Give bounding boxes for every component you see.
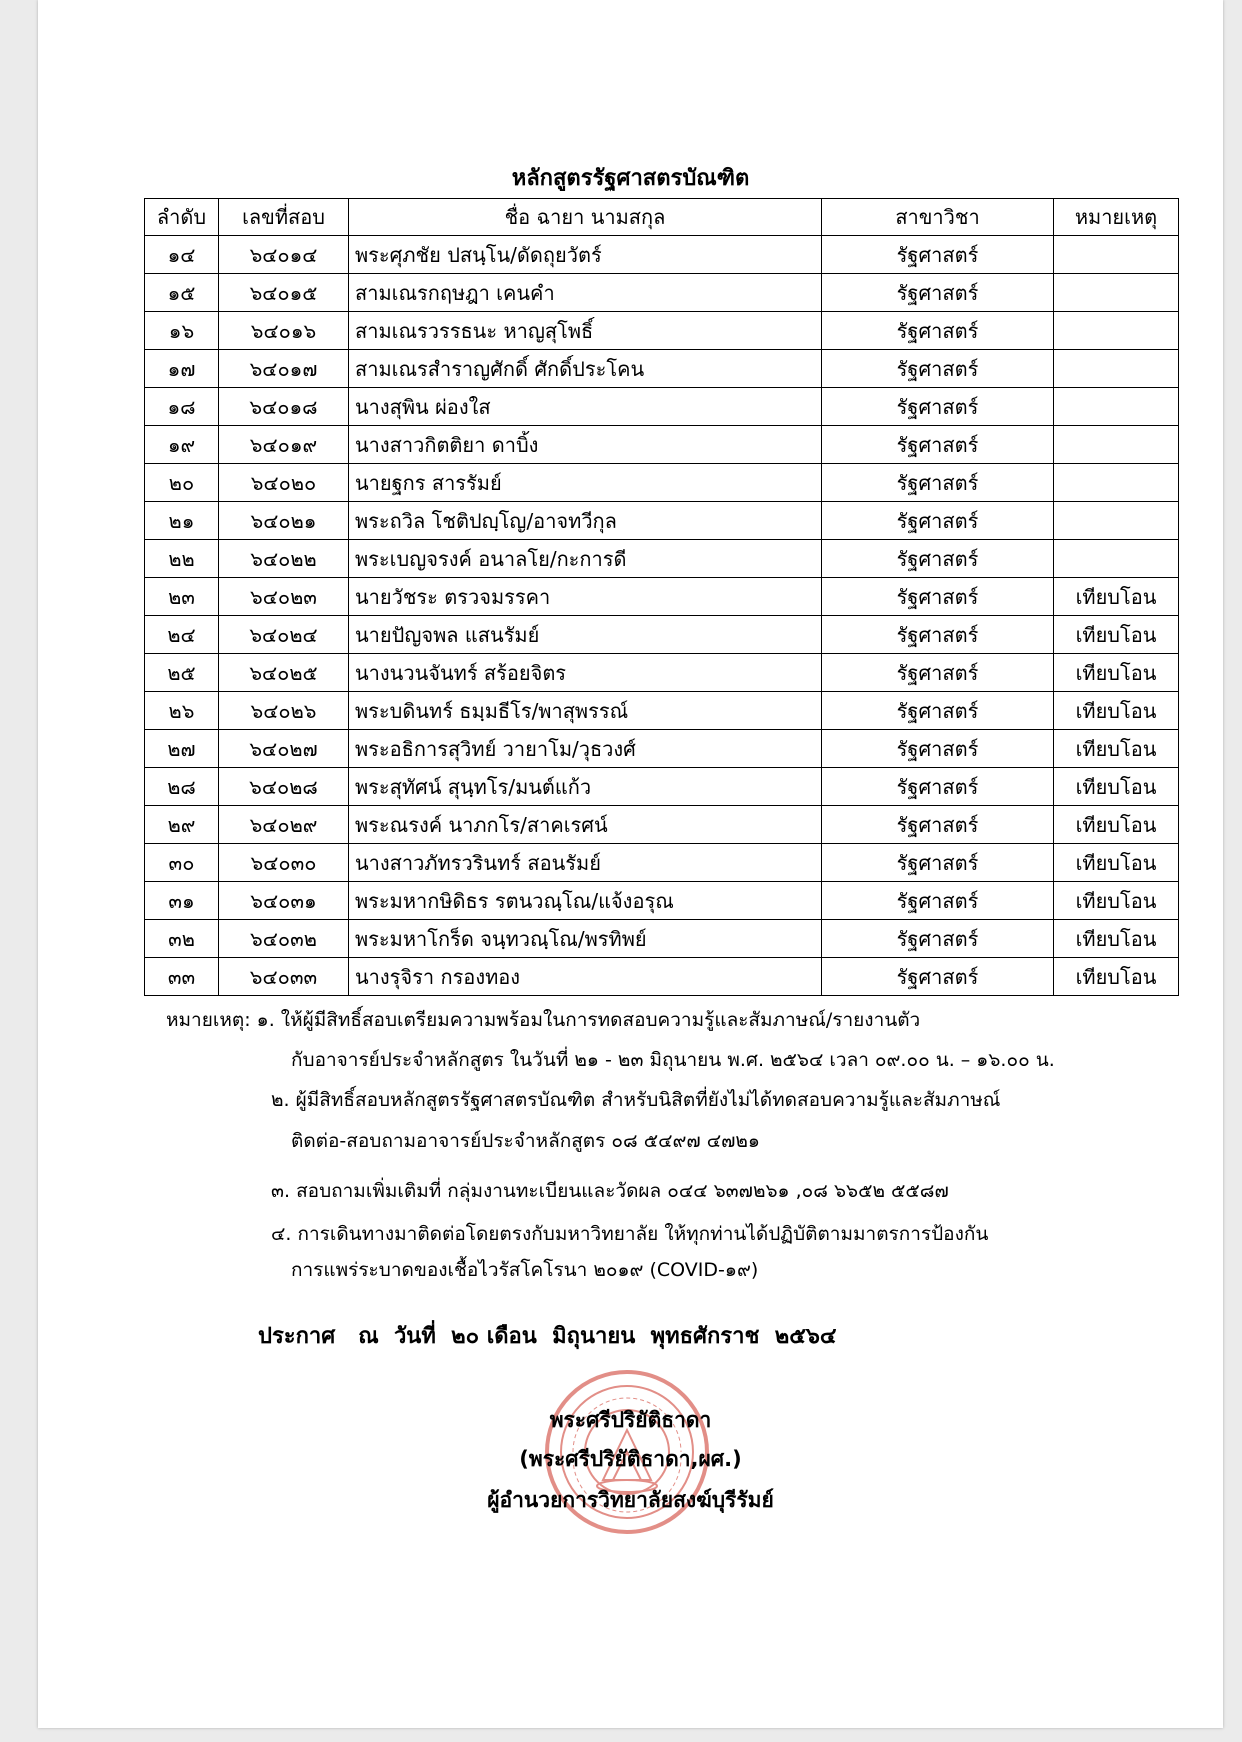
row-order: ๑๘ bbox=[145, 388, 219, 426]
row-major: รัฐศาสตร์ bbox=[822, 920, 1054, 958]
row-remark bbox=[1054, 540, 1179, 578]
row-major: รัฐศาสตร์ bbox=[822, 236, 1054, 274]
row-exam-number: ๖๔๐๑๕ bbox=[219, 274, 349, 312]
row-name: พระมหาโกร็ด จนฺทวณฺโณ/พรทิพย์ bbox=[349, 920, 822, 958]
row-order: ๒๓ bbox=[145, 578, 219, 616]
row-order: ๒๐ bbox=[145, 464, 219, 502]
table-row bbox=[145, 768, 1179, 806]
signature-position: ผู้อำนวยการวิทยาลัยสงฆ์บุรีรัมย์ bbox=[487, 1488, 774, 1512]
row-remark bbox=[1054, 274, 1179, 312]
table-row bbox=[145, 236, 1179, 274]
table-row bbox=[145, 844, 1179, 882]
table-row bbox=[145, 692, 1179, 730]
header-name: ชื่อ ฉายา นามสกุล bbox=[349, 199, 822, 236]
table-row bbox=[145, 312, 1179, 350]
row-order: ๑๖ bbox=[145, 312, 219, 350]
row-name: นางสุพิน ผ่องใส bbox=[349, 388, 822, 426]
row-name: สามเณรกฤษฎา เคนคำ bbox=[349, 274, 822, 312]
row-order: ๑๕ bbox=[145, 274, 219, 312]
row-major: รัฐศาสตร์ bbox=[822, 654, 1054, 692]
row-name: นายวัชระ ตรวจมรรคา bbox=[349, 578, 822, 616]
row-major: รัฐศาสตร์ bbox=[822, 312, 1054, 350]
row-order: ๒๘ bbox=[145, 768, 219, 806]
row-major: รัฐศาสตร์ bbox=[822, 274, 1054, 312]
row-order: ๒๙ bbox=[145, 806, 219, 844]
note-1-line-2: กับอาจารย์ประจำหลักสูตร ในวันที่ ๒๑ - ๒๓ มิถุนายน พ.ศ. ๒๕๖๔ เวลา ๐๙.๐๐ น. – ๑๖.๐๐ น. bbox=[291, 1049, 1055, 1071]
row-exam-number: ๖๔๐๒๖ bbox=[219, 692, 349, 730]
table-row bbox=[145, 388, 1179, 426]
header-exam-number: เลขที่สอบ bbox=[219, 199, 349, 236]
row-remark: เทียบโอน bbox=[1054, 768, 1179, 806]
row-order: ๑๗ bbox=[145, 350, 219, 388]
row-exam-number: ๖๔๐๑๗ bbox=[219, 350, 349, 388]
row-order: ๒๒ bbox=[145, 540, 219, 578]
row-major: รัฐศาสตร์ bbox=[822, 388, 1054, 426]
row-exam-number: ๖๔๐๓๓ bbox=[219, 958, 349, 996]
row-remark: เทียบโอน bbox=[1054, 616, 1179, 654]
row-order: ๑๔ bbox=[145, 236, 219, 274]
table-row bbox=[145, 350, 1179, 388]
row-order: ๓๑ bbox=[145, 882, 219, 920]
row-major: รัฐศาสตร์ bbox=[822, 882, 1054, 920]
note-4-line-1: ๔. การเดินทางมาติดต่อโดยตรงกับมหาวิทยาลัย ให้ทุกท่านได้ปฏิบัติตามมาตรการป้องกัน bbox=[271, 1223, 989, 1245]
row-exam-number: ๖๔๐๒๐ bbox=[219, 464, 349, 502]
note-2-line-1: ๒. ผู้มีสิทธิ์สอบหลักสูตรรัฐศาสตรบัณฑิต สำหรับนิสิตที่ยังไม่ได้ทดสอบความรู้และสัมภาษณ์ bbox=[271, 1089, 1001, 1111]
row-remark: เทียบโอน bbox=[1054, 654, 1179, 692]
row-remark: เทียบโอน bbox=[1054, 882, 1179, 920]
signature-name: พระศรีปริยัติธาดา bbox=[549, 1408, 712, 1432]
row-name: พระเบญจรงค์ อนาลโย/กะการดี bbox=[349, 540, 822, 578]
row-major: รัฐศาสตร์ bbox=[822, 464, 1054, 502]
table-row bbox=[145, 730, 1179, 768]
row-name: พระศุภชัย ปสนฺโน/ดัดถุยวัตร์ bbox=[349, 236, 822, 274]
row-name: นางสาวกิตติยา ดาบิ้ง bbox=[349, 426, 822, 464]
row-name: นายฐกร สารรัมย์ bbox=[349, 464, 822, 502]
row-name: พระสุทัศน์ สุนฺทโร/มนต์แก้ว bbox=[349, 768, 822, 806]
candidate-table bbox=[144, 198, 1179, 996]
row-name: นางสาวภัทรวรินทร์ สอนรัมย์ bbox=[349, 844, 822, 882]
row-exam-number: ๖๔๐๒๕ bbox=[219, 654, 349, 692]
row-name: พระบดินทร์ ธมฺมธีโร/พาสุพรรณ์ bbox=[349, 692, 822, 730]
row-exam-number: ๖๔๐๒๗ bbox=[219, 730, 349, 768]
note-2-line-2: ติดต่อ-สอบถามอาจารย์ประจำหลักสูตร ๐๘ ๕๔๙๗ ๔๗๒๑ bbox=[291, 1130, 760, 1152]
row-major: รัฐศาสตร์ bbox=[822, 350, 1054, 388]
row-remark bbox=[1054, 426, 1179, 464]
row-exam-number: ๖๔๐๑๖ bbox=[219, 312, 349, 350]
signature-full-title: (พระศรีปริยัติธาดา,ผศ.) bbox=[519, 1447, 742, 1471]
header-major: สาขาวิชา bbox=[822, 199, 1054, 236]
row-exam-number: ๖๔๐๒๓ bbox=[219, 578, 349, 616]
row-major: รัฐศาสตร์ bbox=[822, 844, 1054, 882]
row-remark: เทียบโอน bbox=[1054, 844, 1179, 882]
row-remark bbox=[1054, 464, 1179, 502]
row-order: ๒๖ bbox=[145, 692, 219, 730]
document-page bbox=[38, 0, 1223, 1728]
row-remark bbox=[1054, 312, 1179, 350]
row-major: รัฐศาสตร์ bbox=[822, 540, 1054, 578]
header-order: ลำดับ bbox=[145, 199, 219, 236]
table-row bbox=[145, 958, 1179, 996]
row-exam-number: ๖๔๐๑๘ bbox=[219, 388, 349, 426]
table-row bbox=[145, 464, 1179, 502]
row-major: รัฐศาสตร์ bbox=[822, 578, 1054, 616]
row-exam-number: ๖๔๐๒๔ bbox=[219, 616, 349, 654]
row-major: รัฐศาสตร์ bbox=[822, 730, 1054, 768]
note-3: ๓. สอบถามเพิ่มเติมที่ กลุ่มงานทะเบียนและวัดผล ๐๔๔ ๖๓๗๒๖๑ ,๐๘ ๖๖๕๒ ๕๕๘๗ bbox=[271, 1180, 949, 1202]
table-row bbox=[145, 502, 1179, 540]
row-name: พระอธิการสุวิทย์ วายาโม/วุธวงศ์ bbox=[349, 730, 822, 768]
table-row bbox=[145, 274, 1179, 312]
row-name: พระณรงค์ นาภกโร/สาคเรศน์ bbox=[349, 806, 822, 844]
table-row bbox=[145, 806, 1179, 844]
row-major: รัฐศาสตร์ bbox=[822, 958, 1054, 996]
row-major: รัฐศาสตร์ bbox=[822, 616, 1054, 654]
table-row bbox=[145, 920, 1179, 958]
row-major: รัฐศาสตร์ bbox=[822, 426, 1054, 464]
row-exam-number: ๖๔๐๓๐ bbox=[219, 844, 349, 882]
row-exam-number: ๖๔๐๑๔ bbox=[219, 236, 349, 274]
header-remark: หมายเหตุ bbox=[1054, 199, 1179, 236]
row-exam-number: ๖๔๐๒๒ bbox=[219, 540, 349, 578]
row-name: นางรุจิรา กรองทอง bbox=[349, 958, 822, 996]
row-remark: เทียบโอน bbox=[1054, 920, 1179, 958]
row-remark: เทียบโอน bbox=[1054, 578, 1179, 616]
table-row bbox=[145, 616, 1179, 654]
row-major: รัฐศาสตร์ bbox=[822, 768, 1054, 806]
table-row bbox=[145, 882, 1179, 920]
row-remark: เทียบโอน bbox=[1054, 730, 1179, 768]
table-row bbox=[145, 540, 1179, 578]
row-order: ๒๕ bbox=[145, 654, 219, 692]
row-exam-number: ๖๔๐๓๑ bbox=[219, 882, 349, 920]
row-exam-number: ๖๔๐๑๙ bbox=[219, 426, 349, 464]
row-remark: เทียบโอน bbox=[1054, 692, 1179, 730]
row-remark bbox=[1054, 502, 1179, 540]
row-remark: เทียบโอน bbox=[1054, 958, 1179, 996]
table-header-row bbox=[145, 199, 1179, 236]
row-order: ๒๗ bbox=[145, 730, 219, 768]
row-remark bbox=[1054, 350, 1179, 388]
announcement-date: ประกาศ ณ วันที่ ๒๐ เดือน มิถุนายน พุทธศักราช ๒๕๖๔ bbox=[258, 1324, 837, 1349]
table-row bbox=[145, 578, 1179, 616]
row-major: รัฐศาสตร์ bbox=[822, 692, 1054, 730]
row-order: ๓๓ bbox=[145, 958, 219, 996]
row-exam-number: ๖๔๐๒๘ bbox=[219, 768, 349, 806]
row-major: รัฐศาสตร์ bbox=[822, 502, 1054, 540]
row-exam-number: ๖๔๐๓๒ bbox=[219, 920, 349, 958]
row-remark bbox=[1054, 388, 1179, 426]
row-remark bbox=[1054, 236, 1179, 274]
table-row bbox=[145, 654, 1179, 692]
row-order: ๑๙ bbox=[145, 426, 219, 464]
row-name: สามเณรวรรธนะ หาญสุโพธิ์ bbox=[349, 312, 822, 350]
row-major: รัฐศาสตร์ bbox=[822, 806, 1054, 844]
row-name: นายปัญจพล แสนรัมย์ bbox=[349, 616, 822, 654]
row-order: ๒๔ bbox=[145, 616, 219, 654]
row-exam-number: ๖๔๐๒๑ bbox=[219, 502, 349, 540]
row-order: ๒๑ bbox=[145, 502, 219, 540]
row-remark: เทียบโอน bbox=[1054, 806, 1179, 844]
note-4-line-2: การแพร่ระบาดของเชื้อไวรัสโคโรนา ๒๐๑๙ (COVID-๑๙) bbox=[291, 1259, 759, 1281]
row-order: ๓๒ bbox=[145, 920, 219, 958]
row-exam-number: ๖๔๐๒๙ bbox=[219, 806, 349, 844]
row-order: ๓๐ bbox=[145, 844, 219, 882]
row-name: พระถวิล โชติปญฺโญ/อาจทวีกุล bbox=[349, 502, 822, 540]
page-title: หลักสูตรรัฐศาสตรบัณฑิต bbox=[511, 166, 750, 191]
row-name: พระมหากษิดิธร รตนวณฺโณ/แจ้งอรุณ bbox=[349, 882, 822, 920]
note-1-line-1: หมายเหตุ: ๑. ให้ผู้มีสิทธิ์สอบเตรียมความพร้อมในการทดสอบความรู้และสัมภาษณ์/รายงานตัว bbox=[166, 1009, 921, 1031]
table-row bbox=[145, 426, 1179, 464]
row-name: นางนวนจันทร์ สร้อยจิตร bbox=[349, 654, 822, 692]
row-name: สามเณรสำราญศักดิ์ ศักดิ์ประโคน bbox=[349, 350, 822, 388]
